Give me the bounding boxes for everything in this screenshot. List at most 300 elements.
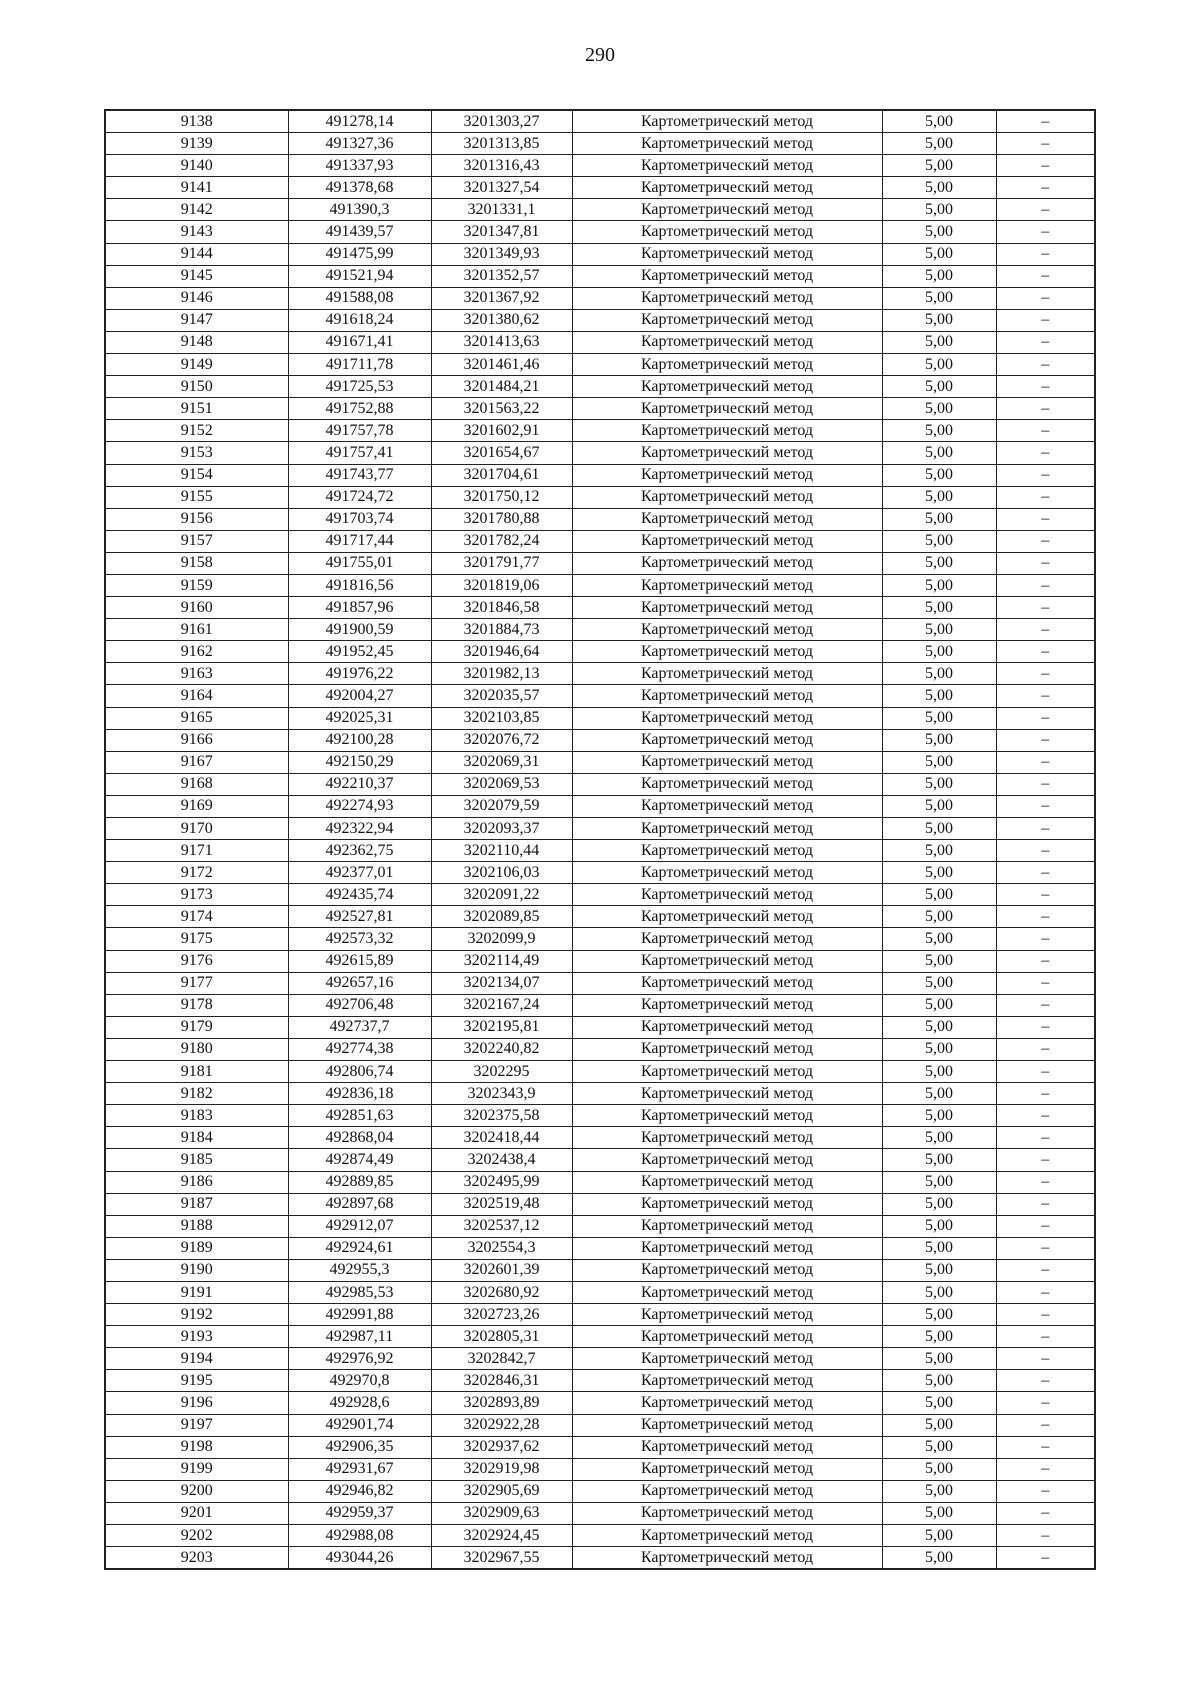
note-cell: – bbox=[996, 530, 1095, 552]
method-cell: Картометрический метод bbox=[572, 663, 882, 685]
note-cell: – bbox=[996, 265, 1095, 287]
x-coordinate-cell: 492924,61 bbox=[288, 1237, 431, 1259]
note-cell: – bbox=[996, 1171, 1095, 1193]
table-row bbox=[105, 1480, 1095, 1502]
point-number-cell: 9166 bbox=[105, 729, 288, 751]
y-coordinate-cell: 3201750,12 bbox=[431, 486, 572, 508]
note-cell: – bbox=[996, 884, 1095, 906]
accuracy-cell: 5,00 bbox=[882, 1127, 996, 1149]
x-coordinate-cell: 492362,75 bbox=[288, 840, 431, 862]
method-cell: Картометрический метод bbox=[572, 309, 882, 331]
point-number-cell: 9182 bbox=[105, 1083, 288, 1105]
accuracy-cell: 5,00 bbox=[882, 1370, 996, 1392]
table-row bbox=[105, 1392, 1095, 1414]
y-coordinate-cell: 3202093,37 bbox=[431, 818, 572, 840]
note-cell: – bbox=[996, 420, 1095, 442]
y-coordinate-cell: 3202846,31 bbox=[431, 1370, 572, 1392]
y-coordinate-cell: 3201602,91 bbox=[431, 420, 572, 442]
method-cell: Картометрический метод bbox=[572, 1348, 882, 1370]
method-cell: Картометрический метод bbox=[572, 751, 882, 773]
accuracy-cell: 5,00 bbox=[882, 221, 996, 243]
method-cell: Картометрический метод bbox=[572, 641, 882, 663]
note-cell: – bbox=[996, 1414, 1095, 1436]
y-coordinate-cell: 3202343,9 bbox=[431, 1083, 572, 1105]
note-cell: – bbox=[996, 1525, 1095, 1547]
point-number-cell: 9146 bbox=[105, 287, 288, 309]
y-coordinate-cell: 3201780,88 bbox=[431, 508, 572, 530]
note-cell: – bbox=[996, 1105, 1095, 1127]
note-cell: – bbox=[996, 398, 1095, 420]
table-row bbox=[105, 950, 1095, 972]
y-coordinate-cell: 3201367,92 bbox=[431, 287, 572, 309]
table-row bbox=[105, 1348, 1095, 1370]
x-coordinate-cell: 492150,29 bbox=[288, 751, 431, 773]
method-cell: Картометрический метод bbox=[572, 420, 882, 442]
note-cell: – bbox=[996, 574, 1095, 596]
note-cell: – bbox=[996, 1370, 1095, 1392]
x-coordinate-cell: 491703,74 bbox=[288, 508, 431, 530]
y-coordinate-cell: 3202967,55 bbox=[431, 1547, 572, 1570]
point-number-cell: 9186 bbox=[105, 1171, 288, 1193]
y-coordinate-cell: 3202893,89 bbox=[431, 1392, 572, 1414]
table-body bbox=[105, 110, 1095, 1569]
point-number-cell: 9183 bbox=[105, 1105, 288, 1127]
table-row bbox=[105, 486, 1095, 508]
table-row bbox=[105, 464, 1095, 486]
y-coordinate-cell: 3202922,28 bbox=[431, 1414, 572, 1436]
note-cell: – bbox=[996, 287, 1095, 309]
x-coordinate-cell: 492946,82 bbox=[288, 1480, 431, 1502]
point-number-cell: 9203 bbox=[105, 1547, 288, 1570]
method-cell: Картометрический метод bbox=[572, 1237, 882, 1259]
accuracy-cell: 5,00 bbox=[882, 1038, 996, 1060]
method-cell: Картометрический метод bbox=[572, 155, 882, 177]
point-number-cell: 9194 bbox=[105, 1348, 288, 1370]
method-cell: Картометрический метод bbox=[572, 243, 882, 265]
y-coordinate-cell: 3201846,58 bbox=[431, 597, 572, 619]
point-number-cell: 9138 bbox=[105, 110, 288, 133]
accuracy-cell: 5,00 bbox=[882, 1304, 996, 1326]
point-number-cell: 9175 bbox=[105, 928, 288, 950]
x-coordinate-cell: 491816,56 bbox=[288, 574, 431, 596]
x-coordinate-cell: 491752,88 bbox=[288, 398, 431, 420]
accuracy-cell: 5,00 bbox=[882, 619, 996, 641]
point-number-cell: 9168 bbox=[105, 773, 288, 795]
y-coordinate-cell: 3202924,45 bbox=[431, 1525, 572, 1547]
table-row bbox=[105, 663, 1095, 685]
x-coordinate-cell: 492774,38 bbox=[288, 1038, 431, 1060]
note-cell: – bbox=[996, 840, 1095, 862]
point-number-cell: 9159 bbox=[105, 574, 288, 596]
table-row bbox=[105, 1171, 1095, 1193]
y-coordinate-cell: 3202519,48 bbox=[431, 1193, 572, 1215]
note-cell: – bbox=[996, 906, 1095, 928]
note-cell: – bbox=[996, 552, 1095, 574]
x-coordinate-cell: 491976,22 bbox=[288, 663, 431, 685]
accuracy-cell: 5,00 bbox=[882, 1281, 996, 1303]
y-coordinate-cell: 3201654,67 bbox=[431, 442, 572, 464]
note-cell: – bbox=[996, 1038, 1095, 1060]
point-number-cell: 9157 bbox=[105, 530, 288, 552]
point-number-cell: 9176 bbox=[105, 950, 288, 972]
x-coordinate-cell: 492322,94 bbox=[288, 818, 431, 840]
accuracy-cell: 5,00 bbox=[882, 1502, 996, 1524]
method-cell: Картометрический метод bbox=[572, 1436, 882, 1458]
method-cell: Картометрический метод bbox=[572, 1061, 882, 1083]
x-coordinate-cell: 491278,14 bbox=[288, 110, 431, 133]
accuracy-cell: 5,00 bbox=[882, 1237, 996, 1259]
accuracy-cell: 5,00 bbox=[882, 155, 996, 177]
x-coordinate-cell: 492435,74 bbox=[288, 884, 431, 906]
note-cell: – bbox=[996, 1083, 1095, 1105]
note-cell: – bbox=[996, 1281, 1095, 1303]
y-coordinate-cell: 3202099,9 bbox=[431, 928, 572, 950]
accuracy-cell: 5,00 bbox=[882, 1458, 996, 1480]
accuracy-cell: 5,00 bbox=[882, 530, 996, 552]
x-coordinate-cell: 491521,94 bbox=[288, 265, 431, 287]
accuracy-cell: 5,00 bbox=[882, 354, 996, 376]
x-coordinate-cell: 491757,78 bbox=[288, 420, 431, 442]
x-coordinate-cell: 492836,18 bbox=[288, 1083, 431, 1105]
accuracy-cell: 5,00 bbox=[882, 1436, 996, 1458]
page-number: 290 bbox=[585, 44, 615, 66]
accuracy-cell: 5,00 bbox=[882, 707, 996, 729]
method-cell: Картометрический метод bbox=[572, 354, 882, 376]
table-row bbox=[105, 1149, 1095, 1171]
note-cell: – bbox=[996, 1436, 1095, 1458]
point-number-cell: 9190 bbox=[105, 1259, 288, 1281]
method-cell: Картометрический метод bbox=[572, 1016, 882, 1038]
method-cell: Картометрический метод bbox=[572, 1392, 882, 1414]
point-number-cell: 9161 bbox=[105, 619, 288, 641]
note-cell: – bbox=[996, 950, 1095, 972]
table-row bbox=[105, 1547, 1095, 1570]
y-coordinate-cell: 3201563,22 bbox=[431, 398, 572, 420]
y-coordinate-cell: 3201331,1 bbox=[431, 199, 572, 221]
note-cell: – bbox=[996, 1149, 1095, 1171]
x-coordinate-cell: 492897,68 bbox=[288, 1193, 431, 1215]
method-cell: Картометрический метод bbox=[572, 1215, 882, 1237]
x-coordinate-cell: 491725,53 bbox=[288, 376, 431, 398]
note-cell: – bbox=[996, 707, 1095, 729]
accuracy-cell: 5,00 bbox=[882, 641, 996, 663]
method-cell: Картометрический метод bbox=[572, 1193, 882, 1215]
y-coordinate-cell: 3202601,39 bbox=[431, 1259, 572, 1281]
point-number-cell: 9180 bbox=[105, 1038, 288, 1060]
note-cell: – bbox=[996, 110, 1095, 133]
y-coordinate-cell: 3201884,73 bbox=[431, 619, 572, 641]
y-coordinate-cell: 3202167,24 bbox=[431, 994, 572, 1016]
note-cell: – bbox=[996, 818, 1095, 840]
note-cell: – bbox=[996, 773, 1095, 795]
note-cell: – bbox=[996, 1061, 1095, 1083]
table-row bbox=[105, 1525, 1095, 1547]
method-cell: Картометрический метод bbox=[572, 597, 882, 619]
x-coordinate-cell: 492004,27 bbox=[288, 685, 431, 707]
y-coordinate-cell: 3202919,98 bbox=[431, 1458, 572, 1480]
method-cell: Картометрический метод bbox=[572, 199, 882, 221]
x-coordinate-cell: 492991,88 bbox=[288, 1304, 431, 1326]
note-cell: – bbox=[996, 442, 1095, 464]
note-cell: – bbox=[996, 331, 1095, 353]
x-coordinate-cell: 491857,96 bbox=[288, 597, 431, 619]
note-cell: – bbox=[996, 751, 1095, 773]
y-coordinate-cell: 3202805,31 bbox=[431, 1326, 572, 1348]
x-coordinate-cell: 491671,41 bbox=[288, 331, 431, 353]
y-coordinate-cell: 3201303,27 bbox=[431, 110, 572, 133]
method-cell: Картометрический метод bbox=[572, 1502, 882, 1524]
point-number-cell: 9181 bbox=[105, 1061, 288, 1083]
point-number-cell: 9195 bbox=[105, 1370, 288, 1392]
method-cell: Картометрический метод bbox=[572, 177, 882, 199]
method-cell: Картометрический метод bbox=[572, 1105, 882, 1127]
note-cell: – bbox=[996, 155, 1095, 177]
point-number-cell: 9189 bbox=[105, 1237, 288, 1259]
method-cell: Картометрический метод bbox=[572, 1326, 882, 1348]
accuracy-cell: 5,00 bbox=[882, 994, 996, 1016]
note-cell: – bbox=[996, 685, 1095, 707]
accuracy-cell: 5,00 bbox=[882, 1149, 996, 1171]
x-coordinate-cell: 492906,35 bbox=[288, 1436, 431, 1458]
method-cell: Картометрический метод bbox=[572, 773, 882, 795]
note-cell: – bbox=[996, 354, 1095, 376]
table-row bbox=[105, 221, 1095, 243]
table-row bbox=[105, 1237, 1095, 1259]
table-row bbox=[105, 1370, 1095, 1392]
note-cell: – bbox=[996, 1016, 1095, 1038]
point-number-cell: 9170 bbox=[105, 818, 288, 840]
accuracy-cell: 5,00 bbox=[882, 398, 996, 420]
y-coordinate-cell: 3201461,46 bbox=[431, 354, 572, 376]
table-row bbox=[105, 818, 1095, 840]
point-number-cell: 9167 bbox=[105, 751, 288, 773]
method-cell: Картометрический метод bbox=[572, 884, 882, 906]
accuracy-cell: 5,00 bbox=[882, 729, 996, 751]
point-number-cell: 9149 bbox=[105, 354, 288, 376]
y-coordinate-cell: 3201413,63 bbox=[431, 331, 572, 353]
x-coordinate-cell: 491475,99 bbox=[288, 243, 431, 265]
y-coordinate-cell: 3202905,69 bbox=[431, 1480, 572, 1502]
point-number-cell: 9155 bbox=[105, 486, 288, 508]
point-number-cell: 9143 bbox=[105, 221, 288, 243]
method-cell: Картометрический метод bbox=[572, 110, 882, 133]
method-cell: Картометрический метод bbox=[572, 928, 882, 950]
y-coordinate-cell: 3202438,4 bbox=[431, 1149, 572, 1171]
y-coordinate-cell: 3201327,54 bbox=[431, 177, 572, 199]
point-number-cell: 9164 bbox=[105, 685, 288, 707]
y-coordinate-cell: 3202076,72 bbox=[431, 729, 572, 751]
point-number-cell: 9171 bbox=[105, 840, 288, 862]
note-cell: – bbox=[996, 1127, 1095, 1149]
table-row bbox=[105, 1215, 1095, 1237]
y-coordinate-cell: 3202069,31 bbox=[431, 751, 572, 773]
accuracy-cell: 5,00 bbox=[882, 1105, 996, 1127]
accuracy-cell: 5,00 bbox=[882, 1083, 996, 1105]
method-cell: Картометрический метод bbox=[572, 1038, 882, 1060]
table-row bbox=[105, 110, 1095, 133]
point-number-cell: 9139 bbox=[105, 133, 288, 155]
note-cell: – bbox=[996, 862, 1095, 884]
table-row bbox=[105, 508, 1095, 530]
x-coordinate-cell: 492912,07 bbox=[288, 1215, 431, 1237]
y-coordinate-cell: 3202134,07 bbox=[431, 972, 572, 994]
accuracy-cell: 5,00 bbox=[882, 1348, 996, 1370]
y-coordinate-cell: 3202937,62 bbox=[431, 1436, 572, 1458]
x-coordinate-cell: 491439,57 bbox=[288, 221, 431, 243]
table-row bbox=[105, 1326, 1095, 1348]
note-cell: – bbox=[996, 928, 1095, 950]
point-number-cell: 9197 bbox=[105, 1414, 288, 1436]
table-row bbox=[105, 177, 1095, 199]
table-row bbox=[105, 1105, 1095, 1127]
x-coordinate-cell: 491327,36 bbox=[288, 133, 431, 155]
table-row bbox=[105, 862, 1095, 884]
x-coordinate-cell: 491378,68 bbox=[288, 177, 431, 199]
table-row bbox=[105, 530, 1095, 552]
y-coordinate-cell: 3202680,92 bbox=[431, 1281, 572, 1303]
note-cell: – bbox=[996, 199, 1095, 221]
note-cell: – bbox=[996, 729, 1095, 751]
accuracy-cell: 5,00 bbox=[882, 486, 996, 508]
method-cell: Картометрический метод bbox=[572, 464, 882, 486]
accuracy-cell: 5,00 bbox=[882, 376, 996, 398]
y-coordinate-cell: 3202106,03 bbox=[431, 862, 572, 884]
table-row bbox=[105, 1458, 1095, 1480]
point-number-cell: 9185 bbox=[105, 1149, 288, 1171]
accuracy-cell: 5,00 bbox=[882, 464, 996, 486]
y-coordinate-cell: 3202375,58 bbox=[431, 1105, 572, 1127]
method-cell: Картометрический метод bbox=[572, 707, 882, 729]
accuracy-cell: 5,00 bbox=[882, 818, 996, 840]
x-coordinate-cell: 492901,74 bbox=[288, 1414, 431, 1436]
table-row bbox=[105, 1281, 1095, 1303]
point-number-cell: 9141 bbox=[105, 177, 288, 199]
point-number-cell: 9160 bbox=[105, 597, 288, 619]
y-coordinate-cell: 3201349,93 bbox=[431, 243, 572, 265]
point-number-cell: 9158 bbox=[105, 552, 288, 574]
accuracy-cell: 5,00 bbox=[882, 1326, 996, 1348]
point-number-cell: 9154 bbox=[105, 464, 288, 486]
method-cell: Картометрический метод bbox=[572, 376, 882, 398]
table-row bbox=[105, 376, 1095, 398]
accuracy-cell: 5,00 bbox=[882, 1547, 996, 1570]
method-cell: Картометрический метод bbox=[572, 906, 882, 928]
y-coordinate-cell: 3201782,24 bbox=[431, 530, 572, 552]
accuracy-cell: 5,00 bbox=[882, 795, 996, 817]
accuracy-cell: 5,00 bbox=[882, 1480, 996, 1502]
table-row bbox=[105, 751, 1095, 773]
x-coordinate-cell: 492987,11 bbox=[288, 1326, 431, 1348]
table-row bbox=[105, 641, 1095, 663]
accuracy-cell: 5,00 bbox=[882, 442, 996, 464]
point-number-cell: 9153 bbox=[105, 442, 288, 464]
accuracy-cell: 5,00 bbox=[882, 199, 996, 221]
accuracy-cell: 5,00 bbox=[882, 508, 996, 530]
note-cell: – bbox=[996, 994, 1095, 1016]
y-coordinate-cell: 3201484,21 bbox=[431, 376, 572, 398]
accuracy-cell: 5,00 bbox=[882, 685, 996, 707]
note-cell: – bbox=[996, 1326, 1095, 1348]
method-cell: Картометрический метод bbox=[572, 552, 882, 574]
x-coordinate-cell: 492025,31 bbox=[288, 707, 431, 729]
method-cell: Картометрический метод bbox=[572, 287, 882, 309]
x-coordinate-cell: 493044,26 bbox=[288, 1547, 431, 1570]
table-row bbox=[105, 398, 1095, 420]
y-coordinate-cell: 3202069,53 bbox=[431, 773, 572, 795]
method-cell: Картометрический метод bbox=[572, 619, 882, 641]
note-cell: – bbox=[996, 508, 1095, 530]
accuracy-cell: 5,00 bbox=[882, 773, 996, 795]
table-row bbox=[105, 906, 1095, 928]
table-row bbox=[105, 597, 1095, 619]
table-row bbox=[105, 574, 1095, 596]
table-row bbox=[105, 1502, 1095, 1524]
y-coordinate-cell: 3201347,81 bbox=[431, 221, 572, 243]
accuracy-cell: 5,00 bbox=[882, 1193, 996, 1215]
method-cell: Картометрический метод bbox=[572, 1149, 882, 1171]
accuracy-cell: 5,00 bbox=[882, 177, 996, 199]
x-coordinate-cell: 492615,89 bbox=[288, 950, 431, 972]
method-cell: Картометрический метод bbox=[572, 508, 882, 530]
y-coordinate-cell: 3202842,7 bbox=[431, 1348, 572, 1370]
x-coordinate-cell: 492100,28 bbox=[288, 729, 431, 751]
point-number-cell: 9178 bbox=[105, 994, 288, 1016]
note-cell: – bbox=[996, 1547, 1095, 1570]
accuracy-cell: 5,00 bbox=[882, 663, 996, 685]
point-number-cell: 9172 bbox=[105, 862, 288, 884]
accuracy-cell: 5,00 bbox=[882, 309, 996, 331]
point-number-cell: 9187 bbox=[105, 1193, 288, 1215]
table-row bbox=[105, 795, 1095, 817]
accuracy-cell: 5,00 bbox=[882, 133, 996, 155]
y-coordinate-cell: 3202089,85 bbox=[431, 906, 572, 928]
y-coordinate-cell: 3202723,26 bbox=[431, 1304, 572, 1326]
x-coordinate-cell: 491588,08 bbox=[288, 287, 431, 309]
method-cell: Картометрический метод bbox=[572, 840, 882, 862]
method-cell: Картометрический метод bbox=[572, 1171, 882, 1193]
x-coordinate-cell: 491757,41 bbox=[288, 442, 431, 464]
method-cell: Картометрический метод bbox=[572, 972, 882, 994]
y-coordinate-cell: 3202114,49 bbox=[431, 950, 572, 972]
method-cell: Картометрический метод bbox=[572, 331, 882, 353]
y-coordinate-cell: 3202295 bbox=[431, 1061, 572, 1083]
point-number-cell: 9144 bbox=[105, 243, 288, 265]
x-coordinate-cell: 491390,3 bbox=[288, 199, 431, 221]
x-coordinate-cell: 491724,72 bbox=[288, 486, 431, 508]
point-number-cell: 9192 bbox=[105, 1304, 288, 1326]
y-coordinate-cell: 3202418,44 bbox=[431, 1127, 572, 1149]
y-coordinate-cell: 3201316,43 bbox=[431, 155, 572, 177]
table-row bbox=[105, 287, 1095, 309]
x-coordinate-cell: 492889,85 bbox=[288, 1171, 431, 1193]
note-cell: – bbox=[996, 243, 1095, 265]
method-cell: Картометрический метод bbox=[572, 486, 882, 508]
table-row bbox=[105, 243, 1095, 265]
x-coordinate-cell: 492868,04 bbox=[288, 1127, 431, 1149]
note-cell: – bbox=[996, 177, 1095, 199]
note-cell: – bbox=[996, 1348, 1095, 1370]
x-coordinate-cell: 492955,3 bbox=[288, 1259, 431, 1281]
accuracy-cell: 5,00 bbox=[882, 597, 996, 619]
note-cell: – bbox=[996, 1458, 1095, 1480]
accuracy-cell: 5,00 bbox=[882, 552, 996, 574]
y-coordinate-cell: 3202240,82 bbox=[431, 1038, 572, 1060]
x-coordinate-cell: 492573,32 bbox=[288, 928, 431, 950]
y-coordinate-cell: 3202103,85 bbox=[431, 707, 572, 729]
note-cell: – bbox=[996, 1304, 1095, 1326]
point-number-cell: 9173 bbox=[105, 884, 288, 906]
point-number-cell: 9150 bbox=[105, 376, 288, 398]
